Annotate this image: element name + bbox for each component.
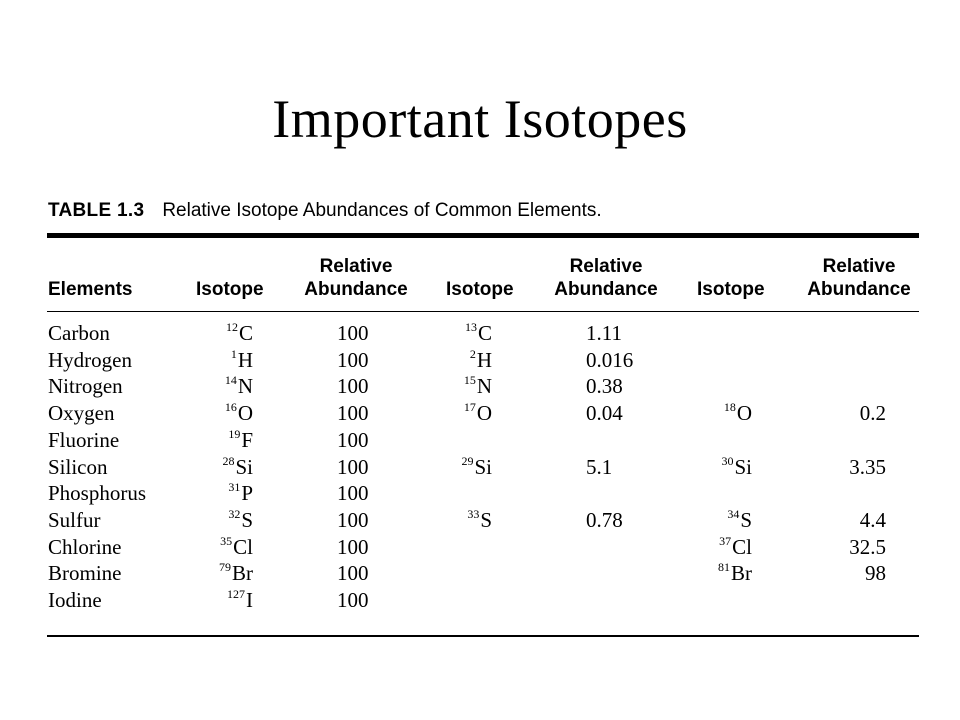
table-caption xyxy=(48,200,602,222)
table-row xyxy=(0,427,960,454)
table-number: TABLE 1.3 xyxy=(48,200,145,221)
element-name: Chlorine xyxy=(48,534,122,559)
isotope-mass-number: 16 xyxy=(224,400,237,415)
isotope-3 xyxy=(700,400,752,426)
isotope-1 xyxy=(195,320,253,346)
element-name: Silicon xyxy=(48,454,108,479)
isotope-mass-number: 79 xyxy=(219,560,231,575)
table-header-rule xyxy=(47,311,919,312)
header-abundance-2: Abundance xyxy=(554,279,658,300)
isotope-mass-number: 35 xyxy=(220,533,233,548)
abundance-1: 100 xyxy=(337,507,369,532)
isotope-symbol: O xyxy=(736,401,752,426)
header-isotope-3: Isotope xyxy=(697,279,765,300)
element-name: Phosphorus xyxy=(48,481,147,506)
isotope-symbol: Si xyxy=(734,454,752,479)
header-relative-abundance-1 xyxy=(296,255,416,301)
table-row xyxy=(0,373,960,400)
abundance-2: 5.1 xyxy=(586,454,613,479)
isotope-3 xyxy=(700,507,752,533)
element-name: Oxygen xyxy=(48,401,115,426)
isotope-symbol: Si xyxy=(474,454,492,479)
abundance-1: 100 xyxy=(337,588,369,612)
isotope-2 xyxy=(446,454,492,480)
isotope-mass-number: 18 xyxy=(723,400,736,415)
abundance-1: 100 xyxy=(337,321,369,345)
table-row xyxy=(0,400,960,427)
abundance-3: 98 xyxy=(865,561,886,586)
header-isotope-1: Isotope xyxy=(196,279,264,300)
element-name: Bromine xyxy=(48,561,122,586)
isotope-mass-number: 37 xyxy=(719,533,732,548)
isotope-mass-number: 32 xyxy=(228,506,241,521)
isotope-2 xyxy=(446,507,492,533)
header-relative-1: Relative xyxy=(319,256,393,277)
table-caption-text: Relative Isotope Abundances of Common Elements. xyxy=(162,200,602,221)
isotope-mass-number: 19 xyxy=(228,426,241,441)
header-relative-2: Relative xyxy=(569,256,643,277)
isotope-symbol: S xyxy=(241,507,253,532)
isotope-symbol: Si xyxy=(235,454,253,479)
abundance-2: 0.04 xyxy=(586,401,623,426)
isotope-mass-number: 2 xyxy=(469,346,476,361)
isotope-symbol: Cl xyxy=(233,534,253,559)
isotope-2 xyxy=(446,373,492,399)
isotope-mass-number: 34 xyxy=(727,506,740,521)
isotope-mass-number: 13 xyxy=(464,320,477,334)
isotope-mass-number: 31 xyxy=(228,480,241,495)
isotope-2 xyxy=(446,347,492,373)
isotope-symbol: C xyxy=(477,321,492,345)
slide-title: Important Isotopes xyxy=(272,89,688,149)
isotope-mass-number: 30 xyxy=(721,453,734,468)
isotope-symbol: H xyxy=(237,347,253,372)
table-row xyxy=(0,347,960,374)
table-top-rule xyxy=(47,233,919,238)
isotope-2 xyxy=(446,400,492,426)
isotope-symbol: S xyxy=(480,507,492,532)
isotope-1 xyxy=(195,480,253,506)
isotope-1 xyxy=(195,587,253,613)
abundance-2: 0.016 xyxy=(586,347,634,372)
abundance-3: 4.4 xyxy=(859,507,886,532)
isotope-symbol: F xyxy=(241,427,253,452)
isotope-mass-number: 29 xyxy=(461,453,474,468)
header-relative-3: Relative xyxy=(822,256,896,277)
table-row xyxy=(0,507,960,534)
isotope-3 xyxy=(700,534,752,560)
isotope-3 xyxy=(700,560,752,586)
header-relative-abundance-2 xyxy=(546,255,666,301)
isotope-mass-number: 28 xyxy=(222,453,235,468)
table-row xyxy=(0,480,960,507)
abundance-1: 100 xyxy=(337,374,369,399)
isotope-2 xyxy=(446,320,492,346)
isotope-1 xyxy=(195,373,253,399)
isotope-symbol: H xyxy=(476,347,492,372)
isotope-mass-number: 12 xyxy=(225,320,238,334)
header-abundance-3: Abundance xyxy=(807,279,911,300)
isotope-1 xyxy=(195,347,253,373)
abundance-1: 100 xyxy=(337,347,369,372)
header-abundance-1: Abundance xyxy=(304,279,408,300)
abundance-1: 100 xyxy=(337,427,369,452)
isotope-symbol: N xyxy=(237,374,253,399)
abundance-3: 32.5 xyxy=(849,534,886,559)
element-name: Sulfur xyxy=(48,507,101,532)
isotope-3 xyxy=(700,454,752,480)
isotope-symbol: Br xyxy=(232,561,253,586)
abundance-2: 0.78 xyxy=(586,507,623,532)
isotope-symbol: Cl xyxy=(732,534,752,559)
isotope-1 xyxy=(195,454,253,480)
isotope-symbol: I xyxy=(246,588,253,612)
table-row xyxy=(0,560,960,587)
isotope-mass-number: 33 xyxy=(467,506,480,521)
element-name: Iodine xyxy=(48,588,102,612)
abundance-1: 100 xyxy=(337,561,369,586)
isotope-mass-number: 127 xyxy=(227,587,245,601)
table-row xyxy=(0,454,960,481)
table-bottom-rule xyxy=(47,635,919,637)
isotope-mass-number: 1 xyxy=(230,346,237,361)
abundance-1: 100 xyxy=(337,401,369,426)
abundance-1: 100 xyxy=(337,481,369,506)
abundance-2: 1.11 xyxy=(586,321,622,345)
table-row xyxy=(0,534,960,561)
abundance-3: 3.35 xyxy=(849,454,886,479)
isotope-symbol: S xyxy=(740,507,752,532)
header-elements: Elements xyxy=(48,279,133,300)
header-isotope-2: Isotope xyxy=(446,279,514,300)
isotope-symbol: Br xyxy=(731,561,752,586)
isotope-symbol: N xyxy=(476,374,492,399)
abundance-3: 0.2 xyxy=(859,401,886,426)
abundance-2: 0.38 xyxy=(586,374,623,399)
isotope-mass-number: 17 xyxy=(463,400,476,415)
table-row xyxy=(0,587,960,614)
isotope-symbol: P xyxy=(241,481,253,506)
header-relative-abundance-3 xyxy=(799,255,919,301)
isotope-mass-number: 15 xyxy=(463,373,476,388)
isotope-mass-number: 14 xyxy=(224,373,237,388)
element-name: Fluorine xyxy=(48,427,120,452)
isotope-1 xyxy=(195,560,253,586)
isotope-mass-number: 81 xyxy=(718,560,730,575)
isotope-1 xyxy=(195,427,253,453)
isotope-1 xyxy=(195,534,253,560)
abundance-1: 100 xyxy=(337,534,369,559)
isotope-symbol: O xyxy=(237,401,253,426)
isotope-symbol: O xyxy=(476,401,492,426)
isotope-1 xyxy=(195,507,253,533)
abundance-1: 100 xyxy=(337,454,369,479)
element-name: Nitrogen xyxy=(48,374,123,399)
element-name: Carbon xyxy=(48,321,110,345)
isotope-symbol: C xyxy=(238,321,253,345)
element-name: Hydrogen xyxy=(48,347,132,372)
isotope-1 xyxy=(195,400,253,426)
table-row xyxy=(0,320,960,347)
